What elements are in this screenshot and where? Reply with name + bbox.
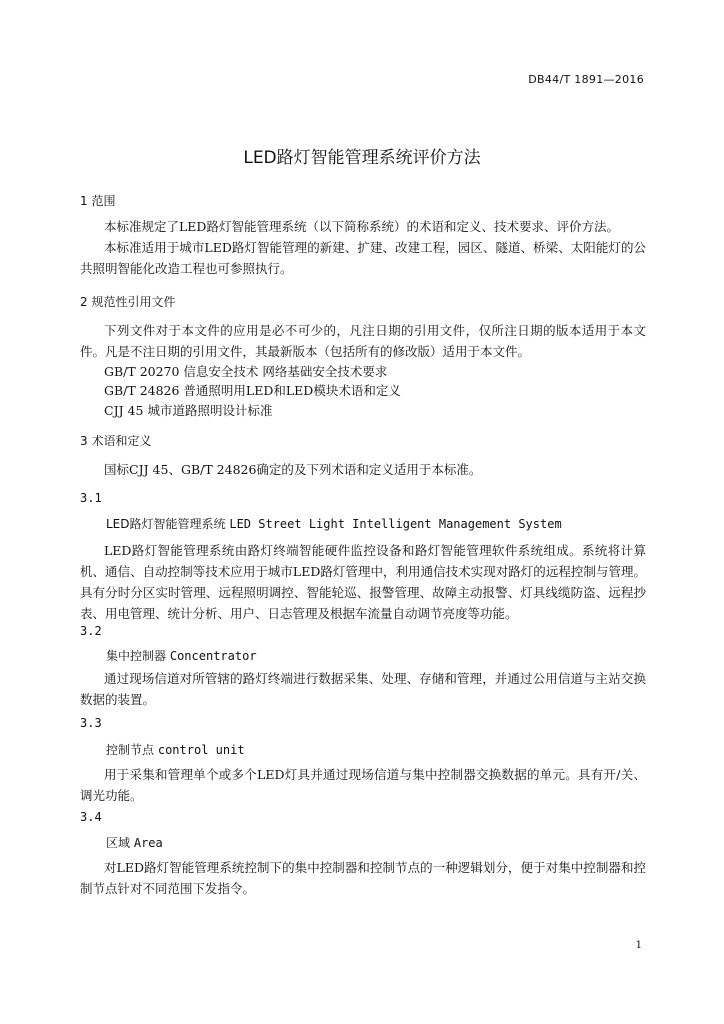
section-1-paragraph-1: 本标准规定了LED路灯智能管理系统（以下简称系统）的术语和定义、技术要求、评价方法。 [104, 219, 619, 234]
section-3-heading: 3 术语和定义 [80, 434, 152, 448]
term-definition: 通过现场信道对所管辖的路灯终端进行数据采集、处理、存储和管理，并通过公用信道与主站交换数据的装置。 [80, 671, 646, 707]
term-heading [106, 834, 163, 851]
term-number: 3.1 [80, 491, 102, 505]
section-1-paragraph-2: 本标准适用于城市LED路灯智能管理的新建、扩建、改建工程，园区、隧道、桥梁、太阳能灯的公共照明智能化改造工程也可参照执行。 [80, 240, 646, 276]
section-2-heading: 2 规范性引用文件 [80, 295, 176, 309]
section-1-heading: 1 范围 [80, 194, 116, 208]
term-english: control unit [157, 743, 245, 757]
term-number: 3.2 [80, 624, 102, 638]
page-number: 1 [635, 940, 642, 951]
term-heading [106, 515, 562, 532]
term-heading [106, 647, 257, 664]
term-chinese: LED路灯智能管理系统 [106, 517, 226, 531]
section-3-intro: 国标CJJ 45、GB/T 24826确定的及下列术语和定义适用于本标准。 [104, 462, 482, 477]
reference-item: GB/T 24826 普通照明用LED和LED模块术语和定义 [104, 383, 401, 398]
term-number: 3.3 [80, 716, 102, 730]
term-heading [106, 741, 245, 758]
standard-code: DB44/T 1891—2016 [528, 73, 644, 86]
term-chinese: 集中控制器 [106, 649, 167, 663]
term-english: Area [133, 836, 163, 850]
term-chinese: 控制节点 [106, 743, 155, 757]
section-2-paragraph-1: 下列文件对于本文件的应用是必不可少的，凡注日期的引用文件，仅所注日期的版本适用于本文件。凡是不注日期的引用文件，其最新版本（包括所有的修改版）适用于本文件。 [80, 323, 646, 359]
term-chinese: 区域 [106, 836, 131, 850]
term-english: LED Street Light Intelligent Management System [229, 517, 562, 531]
document-title: LED路灯智能管理系统评价方法 [243, 148, 481, 168]
term-definition: LED路灯智能管理系统由路灯终端智能硬件监控设备和路灯智能管理软件系统组成。系统将计算机、通信、自动控制等技术应用于城市LED路灯管理中，利用通信技术实现对路灯的远程控制与管理。具有分时分区实时管理、远程照明调控、智能轮巡、报警管理、故障主动报警、灯具线缆防盗、远程抄表、用电管理、统计分析、用户、日志管理及根据车流量自动调节亮度等功能。 [80, 543, 646, 621]
term-definition: 对LED路灯智能管理系统控制下的集中控制器和控制节点的一种逻辑划分，便于对集中控制器和控制节点针对不同范围下发指令。 [80, 860, 646, 896]
term-number: 3.4 [80, 810, 102, 824]
term-english: Concentrator [169, 649, 257, 663]
reference-item: GB/T 20270 信息安全技术 网络基础安全技术要求 [104, 364, 388, 379]
reference-item: CJJ 45 城市道路照明设计标准 [104, 403, 273, 418]
term-definition: 用于采集和管理单个或多个LED灯具并通过现场信道与集中控制器交换数据的单元。具有开/关、调光功能。 [80, 767, 646, 803]
